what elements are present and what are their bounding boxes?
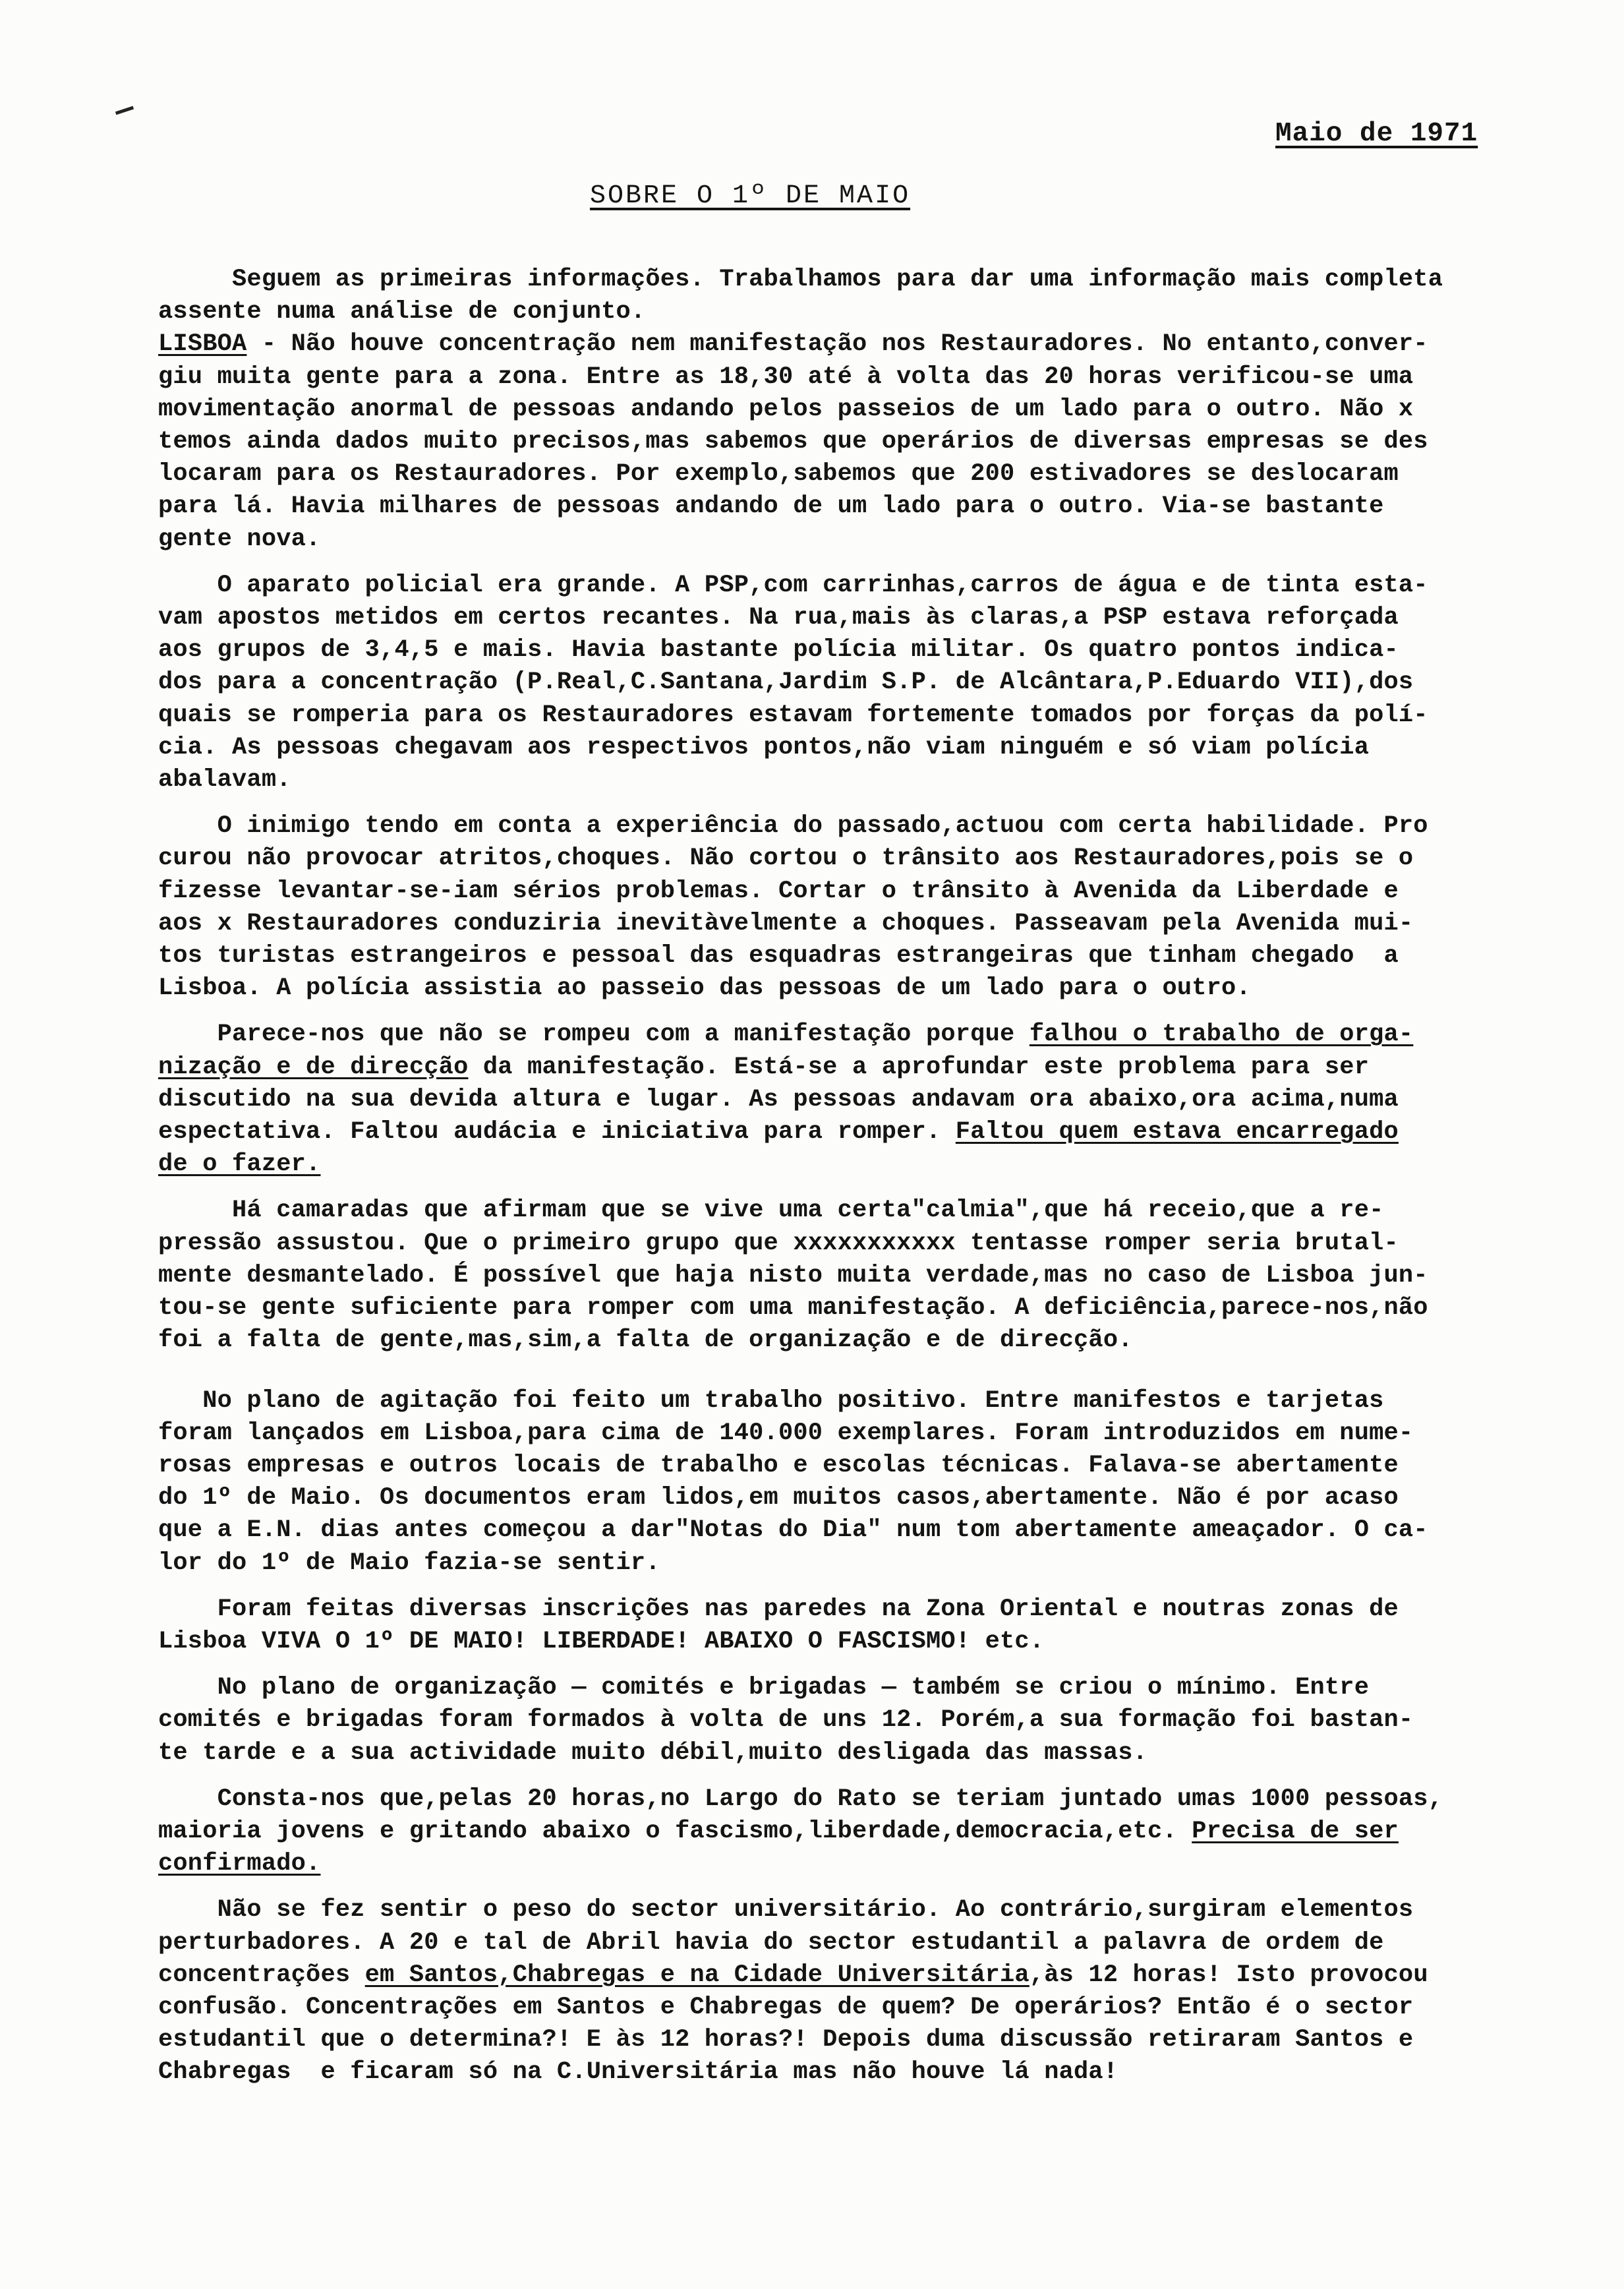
text-line: que a E.N. dias antes começou a dar"Notas do Dia" num tom abertamente ameaçador. O ca-	[158, 1516, 1428, 1545]
underlined-text: de o fazer.	[158, 1150, 321, 1179]
text-segment: concentrações	[158, 1961, 365, 1989]
underlined-text: em Santos,Chabregas e na Cidade Universitária	[364, 1961, 1030, 1989]
text-line: discutido na sua devida altura e lugar. As pessoas andavam ora abaixo,ora acima,numa	[158, 1085, 1399, 1114]
text-line: aos grupos de 3,4,5 e mais. Havia bastante polícia militar. Os quatro pontos indica-	[158, 636, 1399, 665]
underlined-text: nização e de direcção	[158, 1053, 469, 1081]
text-line: dos para a concentração (P.Real,C.Santana,Jardim S.P. de Alcântara,P.Eduardo VII),dos	[158, 669, 1414, 697]
text-segment: maioria jovens e gritando abaixo o fascismo,liberdade,democracia,etc.	[158, 1817, 1192, 1845]
text-line: Não se fez sentir o peso do sector universitário. Ao contrário,surgiram elementos	[158, 1896, 1414, 1924]
text-line: estudantil que o determina?! E às 12 horas?! Depois duma discussão retiraram Santos e	[158, 2026, 1414, 2054]
text-segment: Parece-nos que não se rompeu com a manifestação porque	[158, 1021, 1030, 1049]
text-line: para lá. Havia milhares de pessoas andando de um lado para o outro. Via-se bastante	[158, 492, 1384, 521]
paragraph-gap	[158, 1005, 1575, 1019]
paragraph-gap	[158, 1357, 1575, 1371]
text-line: Consta-nos que,pelas 20 horas,no Largo do Rato se teriam juntado umas 1000 pessoas,	[158, 1785, 1443, 1813]
text-line: giu muita gente para a zona. Entre as 18,30 até à volta das 20 horas verificou-se uma	[158, 363, 1414, 391]
text-line: quais se romperia para os Restauradores estavam fortemente tomados por forças da polí-	[158, 701, 1428, 729]
text-line: Lisboa. A polícia assistia ao passeio das pessoas de um lado para o outro.	[158, 974, 1251, 1003]
paragraph-gap	[158, 1580, 1575, 1593]
underlined-text: Precisa de ser	[1192, 1817, 1399, 1845]
text-line: movimentação anormal de pessoas andando pelos passeios de um lado para o outro. Não x	[158, 395, 1414, 423]
paragraph-gap	[158, 1880, 1575, 1894]
text-line: tos turistas estrangeiros e pessoal das esquadras estrangeiras que tinham chegado a	[158, 942, 1399, 970]
paragraph-gap	[158, 1181, 1575, 1195]
text-line: foi a falta de gente,mas,sim,a falta de organização e de direcção.	[158, 1326, 1133, 1355]
text-line: O aparato policial era grande. A PSP,com carrinhas,carros de água e de tinta esta-	[158, 571, 1428, 599]
text-line: tou-se gente suficiente para romper com uma manifestação. A deficiência,parece-nos,não	[158, 1294, 1428, 1323]
text-line	[158, 1959, 1575, 1992]
text-line: confusão. Concentrações em Santos e Chabregas de quem? De operários? Então é o sector	[158, 1993, 1414, 2021]
text-line: aos x Restauradores conduziria inevitàvelmente a choques. Passeavam pela Avenida mui-	[158, 909, 1414, 937]
document-title: SOBRE O 1º DE MAIO	[590, 181, 911, 211]
text-line: mente desmantelado. É possível que haja nisto muita verdade,mas no caso de Lisboa jun-	[158, 1261, 1428, 1290]
underlined-text: Faltou quem estava encarregado	[955, 1118, 1399, 1146]
text-line: gente nova.	[158, 525, 321, 553]
paragraph-gap	[158, 796, 1575, 810]
text-line: O inimigo tendo em conta a experiência do passado,actuou com certa habilidade. Pro	[158, 812, 1428, 841]
text-line: Lisboa VIVA O 1º DE MAIO! LIBERDADE! ABAIXO O FASCISMO! etc.	[158, 1627, 1045, 1655]
underlined-text: LISBOA	[158, 330, 247, 359]
paragraph-gap	[158, 1658, 1575, 1672]
text-line: Há camaradas que afirmam que se vive uma certa"calmia",que há receio,que a re-	[158, 1197, 1384, 1225]
text-line: No plano de organização — comités e brigadas — também se criou o mínimo. Entre	[158, 1674, 1370, 1702]
text-line: No plano de agitação foi feito um trabalho positivo. Entre manifestos e tarjetas	[158, 1386, 1384, 1415]
text-line: rosas empresas e outros locais de trabalho e escolas técnicas. Falava-se abertamente	[158, 1451, 1399, 1479]
text-line	[158, 1052, 1575, 1084]
text-line: foram lançados em Lisboa,para cima de 140.000 exemplares. Foram introduzidos em nume-	[158, 1419, 1414, 1447]
document-body	[158, 264, 1575, 2089]
ink-mark	[115, 106, 134, 115]
text-segment: espectativa. Faltou audácia e iniciativa para romper.	[158, 1118, 956, 1146]
text-line: te tarde e a sua actividade muito débil,muito desligada das massas.	[158, 1739, 1148, 1767]
text-line: abalavam.	[158, 766, 291, 794]
text-line: locaram para os Restauradores. Por exemplo,sabemos que 200 estivadores se deslocaram	[158, 460, 1399, 489]
text-line: curou não provocar atritos,choques. Não cortou o trânsito aos Restauradores,pois se o	[158, 845, 1414, 873]
text-line: lor do 1º de Maio fazia-se sentir.	[158, 1549, 660, 1577]
text-line: temos ainda dados muito precisos,mas sabemos que operários de diversas empresas se des	[158, 428, 1428, 456]
text-line	[158, 328, 1575, 361]
text-line: assente numa análise de conjunto.	[158, 298, 646, 326]
text-line	[158, 1019, 1575, 1051]
underlined-text: falhou o trabalho de orga-	[1029, 1021, 1414, 1049]
text-line: perturbadores. A 20 e tal de Abril havia do sector estudantil a palavra de ordem de	[158, 1928, 1384, 1957]
paragraph-gap	[158, 1371, 1575, 1385]
text-line: do 1º de Maio. Os documentos eram lidos,em muitos casos,abertamente. Não é por acaso	[158, 1484, 1399, 1512]
text-line: pressão assustou. Que o primeiro grupo que xxxxxxxxxxx tentasse romper seria brutal-	[158, 1229, 1399, 1257]
text-line: comités e brigadas foram formados à volta de uns 12. Porém,a sua formação foi bastan-	[158, 1706, 1414, 1735]
document-date: Maio de 1971	[1275, 119, 1478, 149]
text-line: Foram feitas diversas inscrições nas paredes na Zona Oriental e noutras zonas de	[158, 1595, 1399, 1623]
text-line: Seguem as primeiras informações. Trabalhamos para dar uma informação mais completa	[158, 266, 1443, 293]
text-line	[158, 1116, 1575, 1148]
text-line: vam apostos metidos em certos recantes. Na rua,mais às claras,a PSP estava reforçada	[158, 604, 1399, 632]
text-line	[158, 1848, 1575, 1880]
text-line	[158, 1816, 1575, 1848]
text-line: Chabregas e ficaram só na C.Universitária mas não houve lá nada!	[158, 2058, 1118, 2087]
paragraph-gap	[158, 556, 1575, 570]
text-segment: ,às 12 horas! Isto provocou	[1029, 1961, 1428, 1989]
text-line: fizesse levantar-se-iam sérios problemas. Cortar o trânsito à Avenida da Liberdade e	[158, 877, 1399, 905]
underlined-text: confirmado.	[158, 1850, 321, 1878]
text-segment: - Não houve concentração nem manifestação nos Restauradores. No entanto,conver-	[246, 330, 1428, 359]
text-line: cia. As pessoas chegavam aos respectivos pontos,não viam ninguém e só viam polícia	[158, 733, 1370, 761]
paragraph-gap	[158, 1769, 1575, 1783]
text-segment: da manifestação. Está-se a aprofundar este problema para ser	[468, 1053, 1370, 1081]
text-line	[158, 1148, 1575, 1181]
